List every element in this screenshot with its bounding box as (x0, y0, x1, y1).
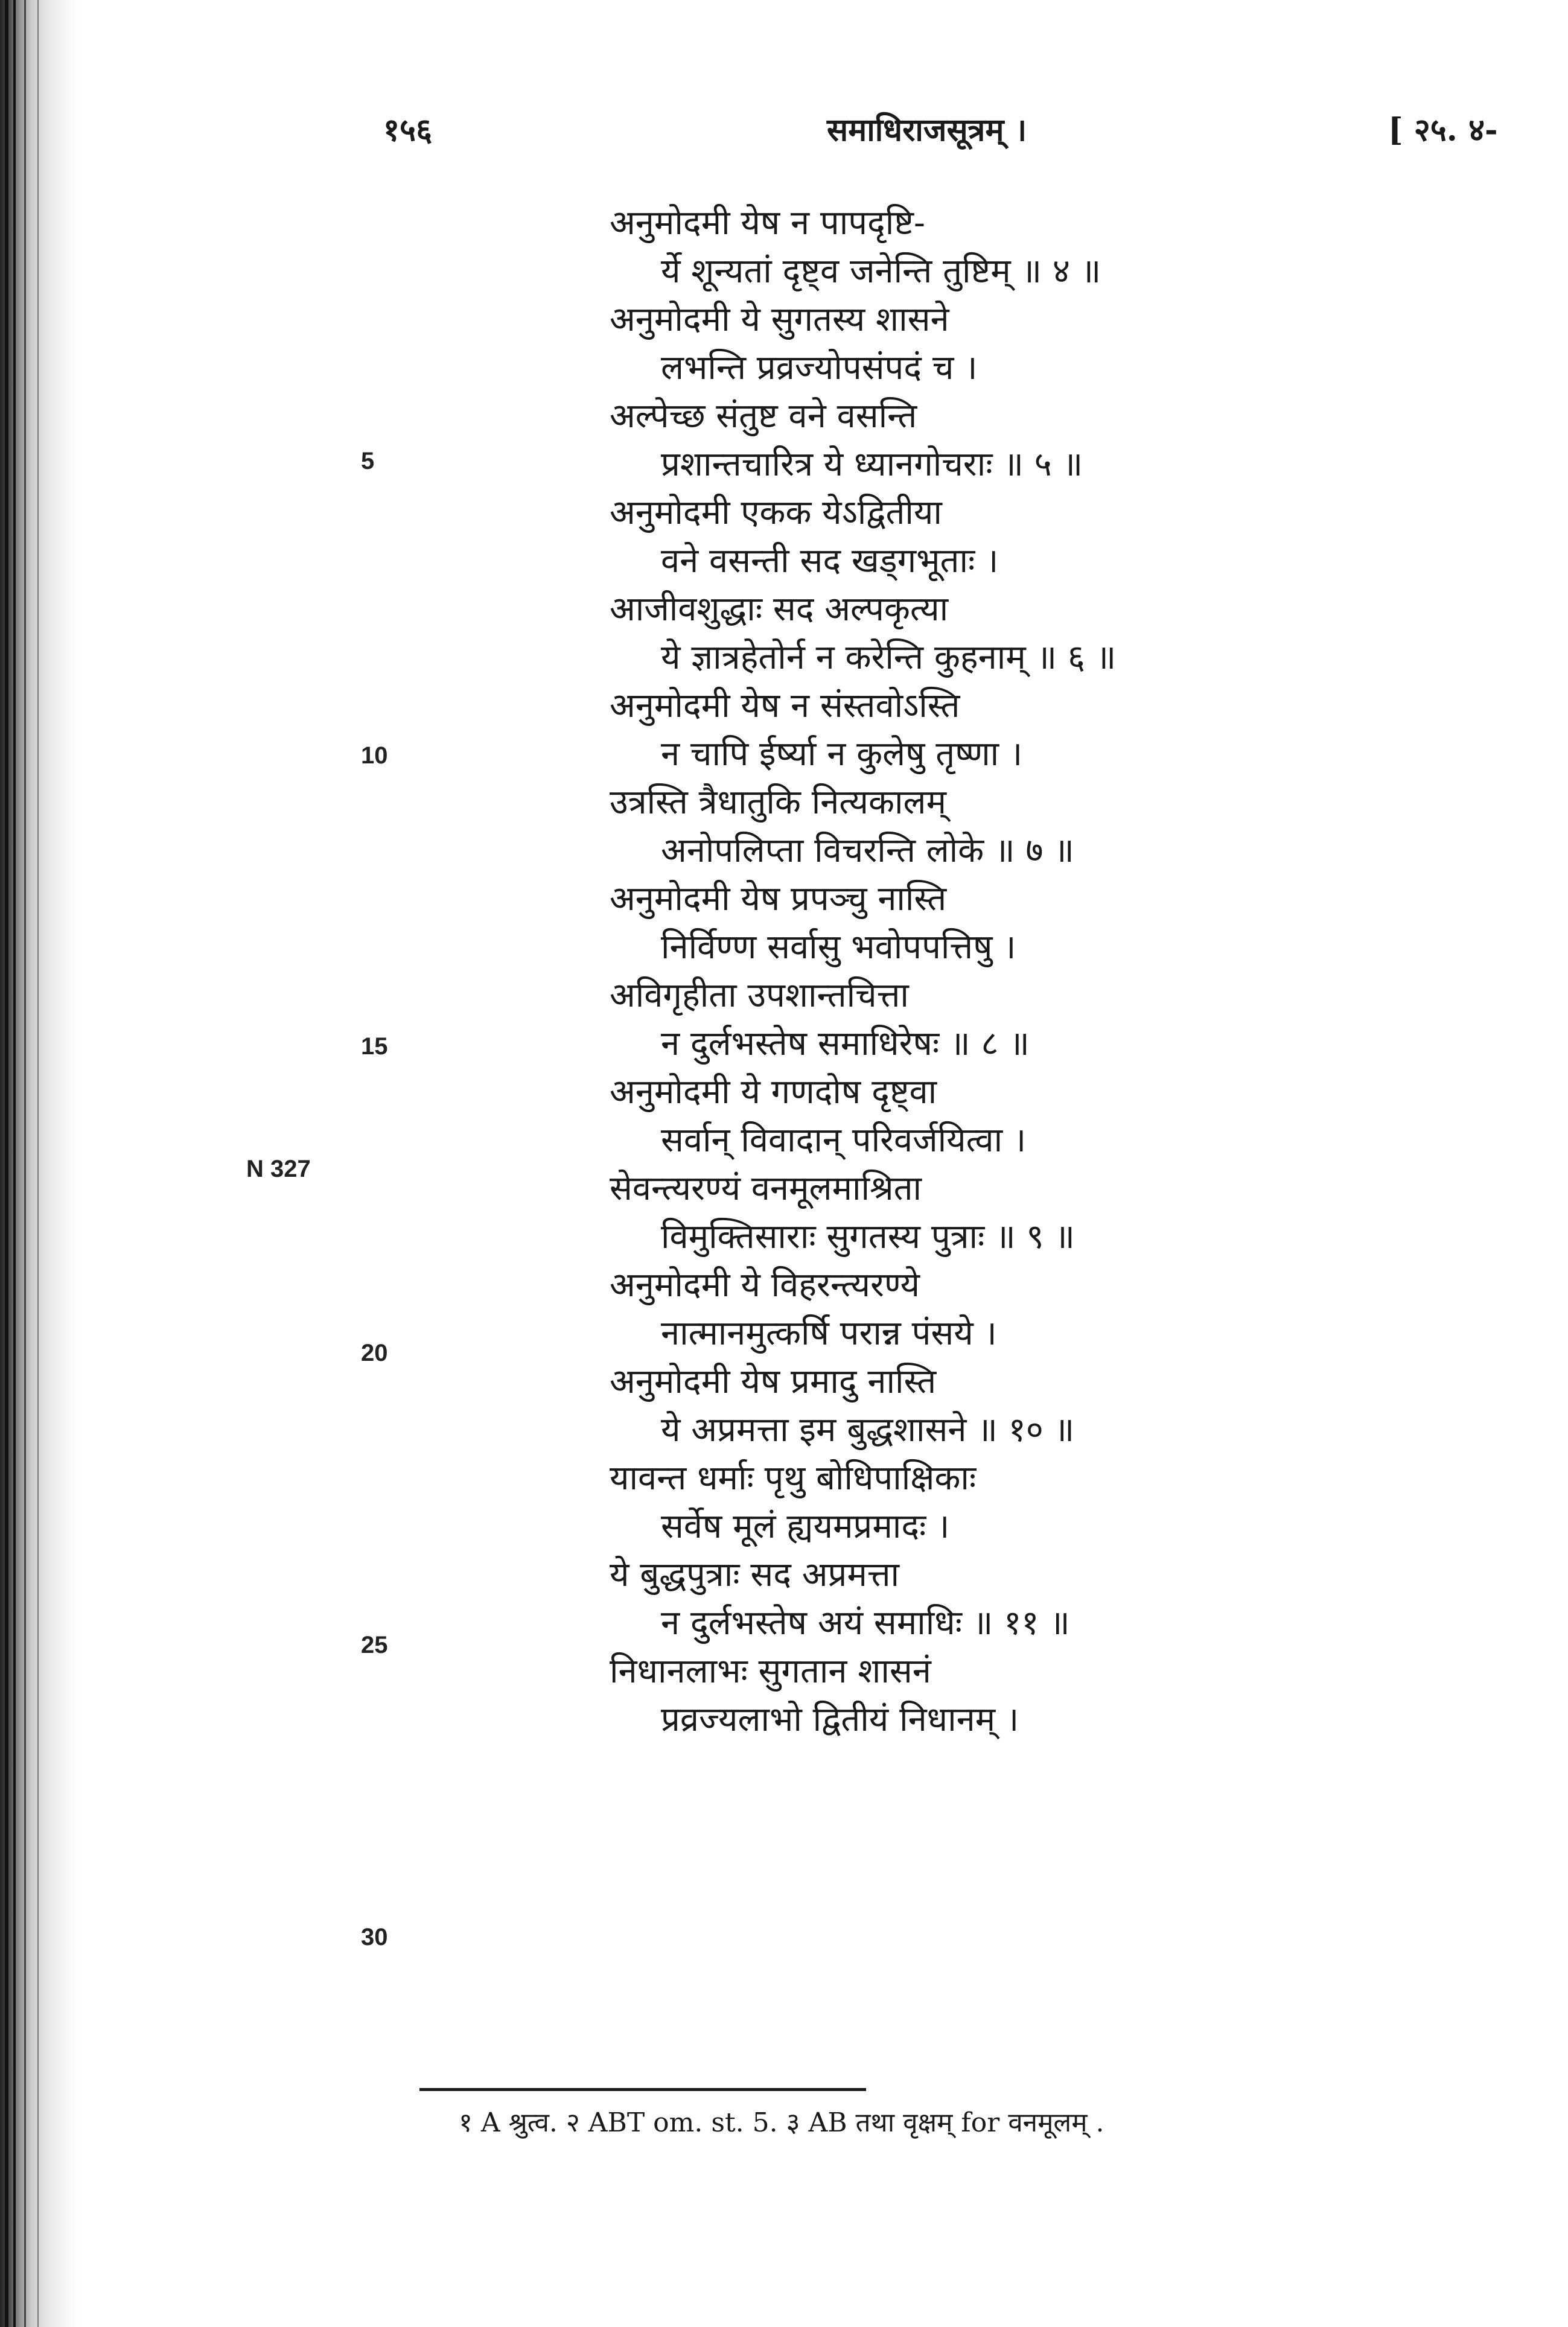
line-number: 5 (361, 448, 375, 474)
verse-line: अनुमोदमी ये सुगतस्य शासने (610, 300, 949, 339)
page-title: समाधिराजसूत्रम् । (827, 112, 1027, 148)
verse-line: विमुक्तिसाराः सुगतस्य पुत्राः ॥ ९ ॥ (661, 1217, 1075, 1256)
verse-line: सर्वान् विवादान् परिवर्जयित्वा । (661, 1121, 1027, 1160)
section-reference: [ २५. ४- (1388, 112, 1498, 148)
verse-line: न चापि ईर्ष्या न कुलेषु तृष्णा । (661, 734, 1023, 774)
line-number: 30 (361, 1924, 388, 1950)
verse-line: अनुमोदमी येष न पापदृष्टि- (610, 203, 925, 243)
verse-line: अनुमोदमी येष न संस्तवोऽस्ति (610, 686, 960, 725)
verse-line: आजीवशुद्धाः सद अल्पकृत्या (610, 590, 949, 629)
footnote-divider (419, 2088, 866, 2091)
verse-line: निधानलाभः सुगतान शासनं (610, 1652, 931, 1691)
verse-line: न दुर्लभस्तेष समाधिरेषः ॥ ८ ॥ (661, 1024, 1030, 1063)
verse-line: यावन्त धर्माः पृथु बोधिपाक्षिकाः (610, 1459, 977, 1498)
verse-line: अविगृहीता उपशान्तचित्ता (610, 976, 909, 1015)
verse-line: प्रव्रज्यलाभो द्वितीयं निधानम् । (661, 1700, 1019, 1739)
verse-line: ये ज्ञात्रहेतोर्न न करेन्ति कुहनाम् ॥ ६ ॥ (661, 638, 1117, 677)
page-number: १५६ (383, 112, 433, 148)
verse-line: लभन्ति प्रव्रज्योपसंपदं च । (661, 348, 978, 387)
verse-line: न दुर्लभस्तेष अयं समाधिः ॥ ११ ॥ (661, 1603, 1070, 1643)
line-number: 15 (361, 1033, 388, 1060)
margin-note: N 327 (246, 1156, 311, 1182)
verse-line: उत्रस्ति त्रैधातुकि नित्यकालम् (610, 783, 946, 822)
footnote: १ A श्रुत्व. २ ABT om. st. 5. ३ AB तथा वृक्षम् for वनमूलम् . (459, 2107, 1104, 2138)
verse-line: अनोपलिप्ता विचरन्ति लोके ॥ ७ ॥ (661, 831, 1074, 870)
verse-line: ये अप्रमत्ता इम बुद्धशासने ॥ १० ॥ (661, 1410, 1075, 1450)
verse-line: अनुमोदमी एकक येऽद्वितीया (610, 493, 942, 532)
verse-line: प्रशान्तचारित्र ये ध्यानगोचराः ॥ ५ ॥ (661, 445, 1083, 484)
line-number: 25 (361, 1632, 388, 1658)
verse-line: सर्वेष मूलं ह्ययमप्रमादः । (661, 1507, 950, 1546)
verse-line: निर्विण्ण सर्वासु भवोपपत्तिषु । (661, 928, 1016, 967)
line-number: 20 (361, 1340, 388, 1366)
verse-line: अनुमोदमी ये गणदोष दृष्ट्वा (610, 1072, 937, 1112)
verse-line: ये बुद्धपुत्राः सद अप्रमत्ता (610, 1555, 900, 1594)
verse-line: नात्मानमुत्कर्षि परान्न पंसये । (661, 1314, 997, 1353)
verse-line: अनुमोदमी ये विहरन्त्यरण्ये (610, 1265, 920, 1305)
verse-line: र्ये शून्यतां दृष्ट्व जनेन्ति तुष्टिम् ॥ ४ ॥ (661, 252, 1101, 291)
line-number: 10 (361, 742, 388, 769)
verse-line: अनुमोदमी येष प्रमादु नास्ति (610, 1362, 937, 1401)
verse-line: अनुमोदमी येष प्रपञ्चु नास्ति (610, 879, 947, 918)
verse-line: वने वसन्ती सद खड्गभूताः । (661, 541, 999, 581)
verse-line: अल्पेच्छ संतुष्ट वने वसन्ति (610, 396, 917, 436)
verse-line: सेवन्त्यरण्यं वनमूलमाश्रिता (610, 1169, 922, 1208)
